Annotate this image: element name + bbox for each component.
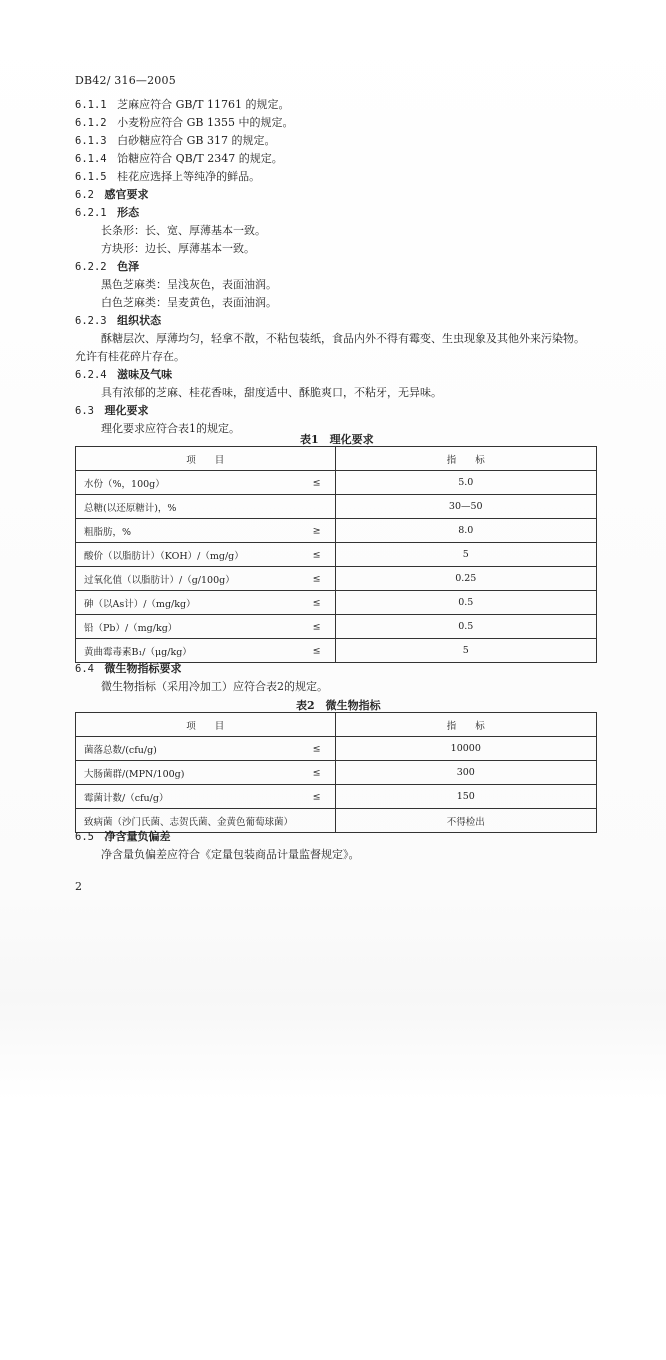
- section-text: 滋味及气味: [117, 368, 173, 381]
- item-cell: [76, 761, 336, 785]
- comparison-operator: ≤: [312, 621, 321, 632]
- comparison-operator: ≤: [312, 549, 321, 560]
- section-number: 6.2: [75, 189, 94, 201]
- value-cell: 30—50: [335, 495, 596, 519]
- table-row: [76, 471, 597, 495]
- item-cell: [76, 639, 336, 663]
- table-row: [76, 519, 597, 543]
- text-line: 方块形：边长、厚薄基本一致。: [101, 242, 255, 255]
- section-number: 6.1.4: [75, 153, 107, 165]
- value-cell: 300: [335, 761, 596, 785]
- table-row: [76, 785, 597, 809]
- section-number: 6.2.2: [75, 261, 107, 273]
- comparison-operator: ≥: [312, 525, 321, 536]
- text-line: [75, 133, 275, 149]
- text-line: [75, 115, 293, 131]
- item-cell: [76, 495, 336, 519]
- text-line: 长条形：长、宽、厚薄基本一致。: [101, 224, 266, 237]
- text-line: 理化要求应符合表1的规定。: [101, 422, 240, 435]
- text-line: [75, 169, 260, 185]
- comparison-operator: ≤: [312, 597, 321, 608]
- section-text: 小麦粉应符合 GB 1355 中的规定。: [117, 116, 294, 129]
- text-line: 黑色芝麻类：呈浅灰色，表面油润。: [101, 278, 277, 291]
- table1-caption: 表1 理化要求: [300, 433, 374, 446]
- item-cell: [76, 543, 336, 567]
- comparison-operator: ≤: [312, 791, 321, 802]
- text-line: 酥糖层次、厚薄均匀，轻拿不散，不粘包装纸，食品内外不得有霉变、生虫现象及其他外来污染物。: [101, 332, 585, 345]
- text-line: 白色芝麻类：呈麦黄色，表面油润。: [101, 296, 277, 309]
- section-text: 理化要求: [104, 404, 149, 417]
- text-line: [75, 151, 283, 167]
- section-6-4-text: 微生物指标（采用冷加工）应符合表2的规定。: [101, 680, 328, 693]
- section-title: 微生物指标要求: [104, 662, 182, 675]
- value-cell: 8.0: [335, 519, 596, 543]
- item-label: 霉菌计数/（cfu/g）: [84, 792, 169, 804]
- table-row: [76, 615, 597, 639]
- section-6-4-heading: [75, 661, 181, 677]
- item-cell: [76, 567, 336, 591]
- section-6-5-heading: [75, 829, 170, 845]
- item-label: 过氧化值（以脂肪计）/（g/100g）: [84, 574, 235, 586]
- value-cell: 0.5: [335, 615, 596, 639]
- item-label: 砷（以As计）/（mg/kg）: [84, 598, 196, 610]
- section-title: 净含量负偏差: [104, 830, 171, 843]
- column-header-value: 指 标: [335, 447, 596, 471]
- section-number: 6.1.3: [75, 135, 107, 147]
- item-cell: [76, 785, 336, 809]
- section-number: 6.5: [75, 831, 94, 843]
- section-6-5-text: 净含量负偏差应符合《定量包装商品计量监督规定》。: [101, 848, 360, 861]
- value-cell: 10000: [335, 737, 596, 761]
- text-line: [75, 367, 172, 383]
- item-label: 酸价（以脂肪计）（KOH）/（mg/g）: [84, 550, 244, 562]
- section-text: 白砂糖应符合 GB 317 的规定。: [117, 134, 276, 147]
- column-header-item: 项 目: [76, 447, 336, 471]
- text-line: [75, 313, 161, 329]
- text-line: [75, 97, 290, 113]
- section-number: 6.2.3: [75, 315, 107, 327]
- section-number: 6.4: [75, 663, 94, 675]
- table-row: [76, 567, 597, 591]
- item-cell: [76, 615, 336, 639]
- comparison-operator: ≤: [312, 477, 321, 488]
- item-cell: [76, 519, 336, 543]
- item-label: 水份（%，100g）: [84, 478, 165, 490]
- item-label: 铅（Pb）/（mg/kg）: [84, 622, 178, 634]
- table-row: [76, 543, 597, 567]
- section-text: 组织状态: [117, 314, 162, 327]
- section-text: 饴糖应符合 QB/T 2347 的规定。: [117, 152, 283, 165]
- section-text: 色泽: [117, 260, 140, 273]
- item-cell: [76, 737, 336, 761]
- section-text: 芝麻应符合 GB/T 11761 的规定。: [117, 98, 290, 111]
- table-row: [76, 737, 597, 761]
- text-line: 具有浓郁的芝麻、桂花香味，甜度适中、酥脆爽口，不粘牙，无异味。: [101, 386, 442, 399]
- table-header-row: [76, 447, 597, 471]
- value-cell: 0.25: [335, 567, 596, 591]
- comparison-operator: ≤: [312, 645, 321, 656]
- section-number: 6.2.1: [75, 207, 107, 219]
- table-row: [76, 591, 597, 615]
- table-header-row: [76, 713, 597, 737]
- item-cell: [76, 591, 336, 615]
- item-label: 菌落总数/(cfu/g): [84, 744, 157, 756]
- comparison-operator: ≤: [312, 573, 321, 584]
- section-number: 6.1.5: [75, 171, 107, 183]
- text-line: [75, 259, 139, 275]
- section-number: 6.3: [75, 405, 94, 417]
- column-header-item: 项 目: [76, 713, 336, 737]
- table1-physicochemical: [75, 446, 597, 663]
- section-text: 形态: [117, 206, 140, 219]
- document-header: DB42/ 316—2005: [75, 74, 176, 87]
- item-label: 大肠菌群/(MPN/100g): [84, 768, 185, 780]
- value-cell: 5: [335, 639, 596, 663]
- section-number: 6.1.1: [75, 99, 107, 111]
- section-text: 桂花应选择上等纯净的鲜品。: [117, 170, 261, 183]
- item-label: 总糖(以还原糖计)，%: [84, 502, 177, 514]
- comparison-operator: ≤: [312, 767, 321, 778]
- page-number: 2: [75, 880, 82, 893]
- text-line: [75, 187, 148, 203]
- column-header-value: 指 标: [335, 713, 596, 737]
- table2-microbiological: [75, 712, 597, 833]
- table-row: [76, 761, 597, 785]
- value-cell: 0.5: [335, 591, 596, 615]
- table-row: [76, 495, 597, 519]
- item-label: 黄曲霉毒素B₁/（μg/kg）: [84, 646, 192, 658]
- item-cell: [76, 471, 336, 495]
- value-cell: 不得检出: [335, 809, 596, 833]
- table-row: [76, 639, 597, 663]
- section-text: 感官要求: [104, 188, 149, 201]
- item-label: 粗脂肪，%: [84, 526, 132, 538]
- value-cell: 150: [335, 785, 596, 809]
- section-number: 6.1.2: [75, 117, 107, 129]
- comparison-operator: ≤: [312, 743, 321, 754]
- text-line: 允许有桂花碎片存在。: [75, 350, 185, 363]
- table2-caption: 表2 微生物指标: [296, 699, 381, 712]
- value-cell: 5: [335, 543, 596, 567]
- text-line: [75, 205, 139, 221]
- value-cell: 5.0: [335, 471, 596, 495]
- section-number: 6.2.4: [75, 369, 107, 381]
- item-label: 致病菌（沙门氏菌、志贺氏菌、金黄色葡萄球菌）: [84, 816, 294, 828]
- text-line: [75, 403, 148, 419]
